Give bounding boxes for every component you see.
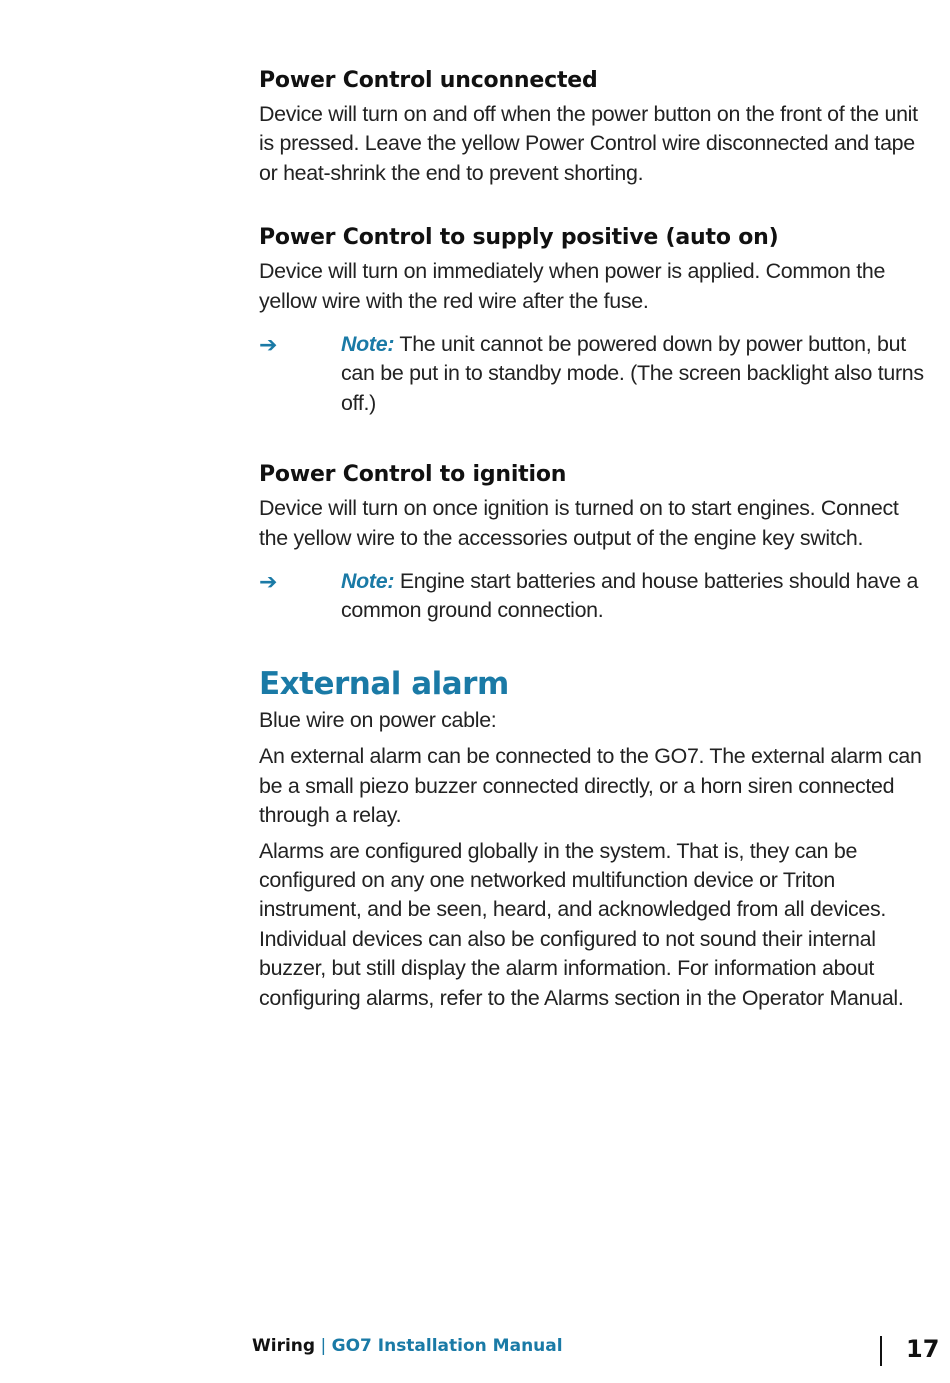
note-auto-on [259,330,927,418]
note-label: Note: [341,569,395,594]
footer-manual-title: GO7 Installation Manual [331,1336,563,1356]
heading-power-control-auto-on: Power Control to supply positive (auto on) [259,225,779,251]
paragraph-ignition: Device will turn on once ignition is turned on to start engines. Connect the yellow wire to the accessories output of the engine key switch. [259,496,899,550]
paragraph-alarms-configuration: Alarms are configured globally in the system. That is, they can be configured on any one networked multifunction device or Triton instrument, and be seen, heard, and acknowledged from all devices. Individual devices can also be configured to not sound their internal buzzer, but still display the alarm information. For information about configuring alarms, refer to the Alarms section in the Operator Manual. [259,838,904,1010]
arrow-right-icon: ➔ [259,569,278,595]
note-text: The unit cannot be powered down by power button, but can be put in to standby mode. (The screen backlight also turns off.) [341,332,924,415]
heading-power-control-ignition: Power Control to ignition [259,462,567,488]
page-content [259,66,927,1013]
footer-separator: | [315,1336,332,1356]
paragraph-external-alarm-intro: An external alarm can be connected to the GO7. The external alarm can be a small piezo buzzer connected directly, or a horn siren connected through a relay. [259,744,922,828]
footer-chapter: Wiring [252,1336,316,1356]
paragraph-unconnected: Device will turn on and off when the power button on the front of the unit is pressed. Leave the yellow Power Control wire disconnected and tape or heat-shrink the end to prevent shorting. [259,102,918,185]
paragraph-blue-wire: Blue wire on power cable: [259,707,497,732]
note-ignition [259,567,927,626]
arrow-right-icon: ➔ [259,332,278,358]
note-label: Note: [341,332,395,357]
page-number-divider [880,1336,882,1366]
heading-power-control-unconnected: Power Control unconnected [259,68,598,93]
page-footer [252,1334,563,1358]
page-number: 17 [906,1335,940,1363]
section-title-external-alarm: External alarm [259,665,509,702]
paragraph-auto-on: Device will turn on immediately when power is applied. Common the yellow wire with the red wire after the fuse. [259,259,886,313]
note-text: Engine start batteries and house batteries should have a common ground connection. [341,569,919,623]
